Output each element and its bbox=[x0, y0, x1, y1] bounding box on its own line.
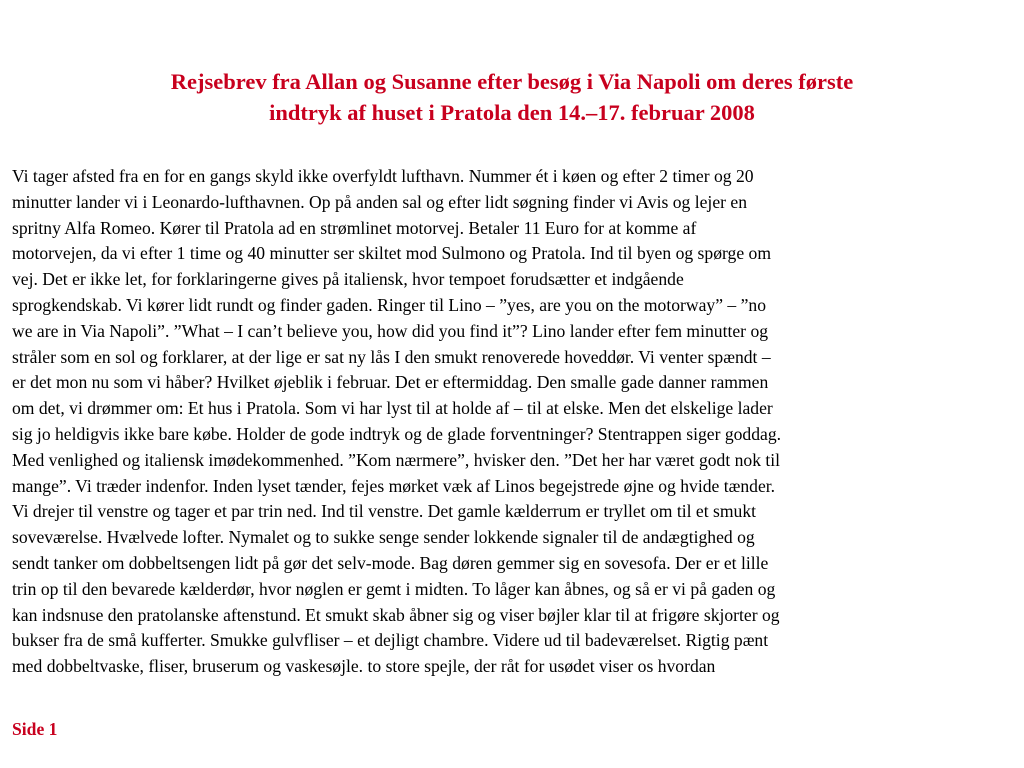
body-line: sendt tanker om dobbeltsengen lidt på gør det selv-mode. Bag døren gemmer sig en sovesofa. Der er et lille bbox=[12, 552, 769, 573]
title-line-1: Rejsebrev fra Allan og Susanne efter besøg i Via Napoli om deres første bbox=[170, 69, 854, 94]
page-title bbox=[40, 66, 984, 128]
body-line: stråler som en sol og forklarer, at der lige er sat ny lås I den smukt renoverede hoveddør. Vi venter spændt – bbox=[12, 346, 771, 367]
body-line: minutter lander vi i Leonardo-lufthavnen. Op på anden sal og efter lidt søgning finder vi Avis og lejer en bbox=[12, 191, 747, 212]
body-line: er det mon nu som vi håber? Hvilket øjeblik i februar. Det er eftermiddag. Den smalle gade danner rammen bbox=[12, 372, 769, 393]
body-line: sprogkendskab. Vi kører lidt rundt og finder gaden. Ringer til Lino – ”yes, are you on the motorway” – ”no bbox=[12, 294, 766, 315]
body-line: Med venlighed og italiensk imødekommenhed. ”Kom nærmere”, hvisker den. ”Det her har været godt nok til bbox=[12, 449, 781, 470]
body-line: motorvejen, da vi efter 1 time og 40 minutter ser skiltet mod Sulmono og Pratola. Ind til byen og spørge om bbox=[12, 243, 772, 264]
body-line: trin op til den bevarede kælderdør, hvor nøglen er gemt i midten. To låger kan åbnes, og så er vi på gaden og bbox=[12, 578, 776, 599]
body-line: we are in Via Napoli”. ”What – I can’t believe you, how did you find it”? Lino lander efter fem minutter og bbox=[12, 320, 769, 341]
letter-body bbox=[12, 164, 1020, 680]
body-line: Vi drejer til venstre og tager et par trin ned. Ind til venstre. Det gamle kælderrum er tryllet om til et smukt bbox=[12, 501, 757, 522]
body-line: spritny Alfa Romeo. Kører til Pratola ad en strømlinet motorvej. Betaler 11 Euro for at komme af bbox=[12, 217, 697, 238]
body-line: om det, vi drømmer om: Et hus i Pratola. Som vi har lyst til at holde af – til at elske. Men det elskelige lader bbox=[12, 398, 773, 419]
page-number-label: Side 1 bbox=[12, 719, 58, 739]
body-line: mange”. Vi træder indenfor. Inden lyset tænder, fejes mørket væk af Linos begejstrede øjne og hvide tænder. bbox=[12, 475, 776, 496]
body-line: sig jo heldigvis ikke bare købe. Holder de gode indtryk og de glade forventninger? Stentrappen siger goddag. bbox=[12, 423, 782, 444]
body-line: soveværelse. Hvælvede lofter. Nymalet og to sukke senge sender lokkende signaler til de andægtighed og bbox=[12, 527, 755, 548]
body-line: bukser fra de små kufferter. Smukke gulvfliser – et dejligt chambre. Videre ud til badeværelset. Rigtig pænt bbox=[12, 630, 769, 651]
body-line: Vi tager afsted fra en for en gangs skyld ikke overfyldt lufthavn. Nummer ét i køen og efter 2 timer og 20 bbox=[12, 166, 754, 186]
title-line-2: indtryk af huset i Pratola den 14.–17. februar 2008 bbox=[269, 100, 755, 125]
body-line: med dobbeltvaske, fliser, bruserum og vaskesøjle. to store spejle, der råt for usødet viser os hvordan bbox=[12, 656, 716, 677]
body-line: kan indsnuse den pratolanske aftenstund. Et smukt skab åbner sig og viser bøjler klar til at frigøre skjorter og bbox=[12, 604, 780, 625]
body-line: vej. Det er ikke let, for forklaringerne gives på italiensk, hvor tempoet forudsætter et indgående bbox=[12, 269, 684, 290]
